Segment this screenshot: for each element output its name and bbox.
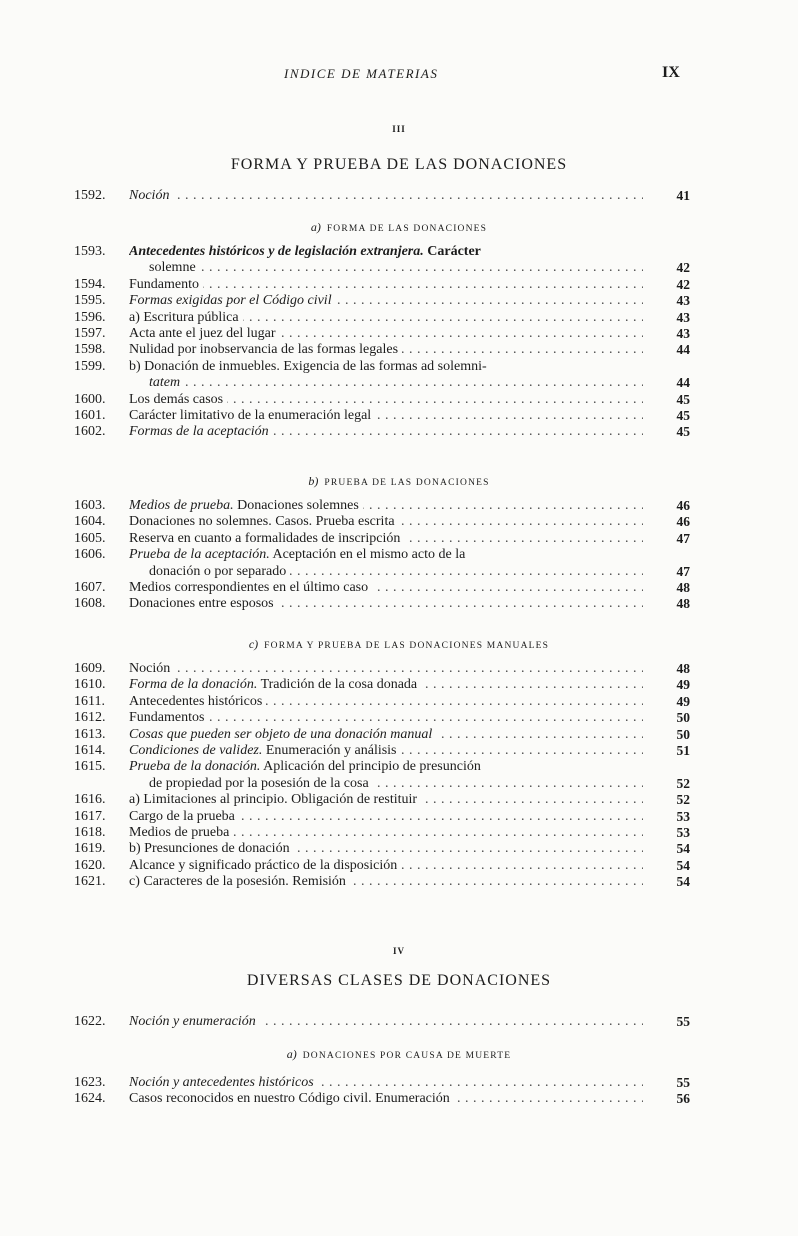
toc-entry bbox=[0, 531, 798, 547]
entry-text: b) Donación de inmuebles. Exigencia de las formas ad solemni- bbox=[129, 359, 491, 374]
toc-entry bbox=[0, 1075, 798, 1091]
toc-entry bbox=[0, 564, 798, 580]
entry-page: 53 bbox=[676, 808, 690, 824]
entry-number: 1602. bbox=[74, 424, 106, 440]
entry-number: 1592. bbox=[74, 188, 106, 203]
entry-text-wrap bbox=[129, 359, 643, 375]
entry-text: Nulidad por inobservancia de las formas legales bbox=[129, 342, 402, 357]
toc-entry bbox=[0, 547, 798, 563]
entry-page: 55 bbox=[676, 1075, 690, 1090]
entry-page: 50 bbox=[676, 710, 690, 726]
entry-text-cont: Carácter bbox=[423, 244, 481, 259]
entry-text-wrap bbox=[129, 841, 643, 857]
section-iv-heading bbox=[0, 946, 798, 956]
entry-number: 1619. bbox=[74, 841, 106, 857]
subsection-letter: b) bbox=[308, 474, 319, 488]
entry-text-line bbox=[129, 547, 469, 562]
entry-text: Medios correspondientes en el último caso bbox=[129, 580, 372, 595]
entry-text: de propiedad por la posesión de la cosa bbox=[129, 776, 373, 791]
entry-text: Forma de la donación. bbox=[129, 677, 258, 693]
entry-number: 1599. bbox=[74, 358, 106, 374]
entry-text: a) Escritura pública bbox=[129, 310, 243, 325]
section-title: FORMA Y PRUEBA DE LAS DONACIONES bbox=[230, 156, 568, 173]
entry-text-wrap bbox=[129, 188, 643, 204]
entry-text: Donaciones entre esposos bbox=[129, 596, 278, 611]
entry-text: Casos reconocidos en nuestro Código civil. Enumeración bbox=[129, 1091, 454, 1106]
entry-text: Acta ante el juez del lugar bbox=[129, 326, 280, 341]
subsection-title-line bbox=[0, 220, 798, 235]
entry-text-wrap bbox=[129, 792, 643, 808]
entry-page: 49 bbox=[676, 693, 690, 709]
section-iii-intro bbox=[0, 188, 798, 204]
entry-page: 43 bbox=[676, 325, 690, 341]
entry-number: 1624. bbox=[74, 1091, 106, 1107]
toc-entry bbox=[0, 424, 798, 440]
toc-entry bbox=[0, 375, 798, 391]
entry-page: 43 bbox=[676, 309, 690, 325]
toc-entry bbox=[0, 260, 798, 276]
entry-text-cont: Enumeración y análisis bbox=[262, 742, 397, 758]
subsection-letter: a) bbox=[286, 1047, 297, 1061]
entry-text: Cargo de la prueba bbox=[129, 809, 239, 824]
toc-entry bbox=[0, 342, 798, 358]
entry-text: Prueba de la donación. bbox=[129, 759, 261, 775]
entry-text-wrap bbox=[129, 326, 643, 342]
entry-text: Fundamento bbox=[129, 277, 203, 292]
entry-text-cont: Aceptación en el mismo acto de la bbox=[269, 547, 466, 563]
subsection-heading bbox=[0, 637, 798, 652]
entry-number: 1618. bbox=[74, 824, 106, 840]
entry-number: 1608. bbox=[74, 596, 106, 612]
entry-number: 1600. bbox=[74, 391, 106, 407]
running-head bbox=[0, 66, 798, 86]
toc-entry bbox=[0, 759, 798, 775]
entry-page: 48 bbox=[676, 661, 690, 676]
entry-text-wrap bbox=[129, 759, 643, 775]
toc-entry bbox=[0, 1014, 798, 1030]
entry-text-wrap bbox=[129, 661, 643, 677]
entry-page: 46 bbox=[676, 514, 690, 530]
entry-page: 42 bbox=[676, 276, 690, 292]
toc-entry bbox=[0, 841, 798, 857]
entry-text-wrap bbox=[129, 580, 643, 596]
entry-number: 1604. bbox=[74, 514, 106, 530]
entry-number: 1614. bbox=[74, 742, 106, 758]
toc-entry bbox=[0, 858, 798, 874]
entry-text: donación o por separado bbox=[129, 564, 290, 579]
entry-text: Reserva en cuanto a formalidades de inscripción bbox=[129, 531, 404, 546]
entry-text-wrap bbox=[129, 743, 643, 759]
section-numeral: IV bbox=[392, 946, 405, 956]
toc-entry bbox=[0, 1091, 798, 1107]
entry-number: 1612. bbox=[74, 710, 106, 726]
subsection-a-entries bbox=[0, 244, 798, 441]
entry-number: 1621. bbox=[74, 874, 106, 890]
entry-page: 45 bbox=[676, 424, 690, 440]
entry-text: Alcance y significado práctico de la disposición bbox=[129, 858, 401, 873]
toc-entry bbox=[0, 359, 798, 375]
toc-entry bbox=[0, 326, 798, 342]
toc-entry bbox=[0, 677, 798, 693]
entry-page: 45 bbox=[676, 391, 690, 407]
toc-entry bbox=[0, 514, 798, 530]
entry-text-wrap bbox=[129, 564, 643, 580]
entry-number: 1623. bbox=[74, 1075, 106, 1090]
entry-text: c) Caracteres de la posesión. Remisión bbox=[129, 874, 350, 889]
subsection-b-entries bbox=[0, 498, 798, 613]
subsection-c-entries bbox=[0, 661, 798, 890]
entry-text-line bbox=[129, 759, 485, 774]
entry-page: 52 bbox=[676, 792, 690, 808]
entry-page: 50 bbox=[676, 726, 690, 742]
entry-number: 1617. bbox=[74, 808, 106, 824]
entry-text-wrap bbox=[129, 244, 643, 260]
entry-text: Los demás casos bbox=[129, 392, 227, 407]
entry-page: 48 bbox=[676, 596, 690, 612]
entry-text: Prueba de la aceptación. bbox=[129, 547, 270, 563]
entry-number: 1597. bbox=[74, 325, 106, 341]
toc-entry bbox=[0, 498, 798, 514]
entry-text-wrap bbox=[129, 392, 643, 408]
subsection-title: FORMA Y PRUEBA DE LAS DONACIONES MANUALES bbox=[264, 641, 550, 651]
entry-number: 1598. bbox=[74, 342, 106, 358]
entry-text: Noción y enumeración bbox=[129, 1014, 260, 1029]
toc-entry bbox=[0, 661, 798, 677]
subsection-heading bbox=[0, 220, 798, 235]
toc-entry bbox=[0, 776, 798, 792]
entry-number: 1601. bbox=[74, 407, 106, 423]
entry-page: 44 bbox=[676, 375, 690, 391]
entry-number: 1613. bbox=[74, 726, 106, 742]
entry-page: 55 bbox=[676, 1014, 690, 1029]
toc-entry bbox=[0, 874, 798, 890]
subsection-title: PRUEBA DE LAS DONACIONES bbox=[324, 478, 490, 488]
toc-entry bbox=[0, 392, 798, 408]
entry-page: 47 bbox=[676, 563, 690, 579]
subsection-title: DONACIONES POR CAUSA DE MUERTE bbox=[302, 1051, 512, 1061]
entry-page: 54 bbox=[676, 841, 690, 857]
entry-text-line bbox=[129, 498, 363, 513]
entry-text: Antecedentes históricos y de legislación extranjera. bbox=[129, 244, 424, 259]
entry-number: 1615. bbox=[74, 759, 106, 775]
toc-entry bbox=[0, 408, 798, 424]
section-iii-heading bbox=[0, 124, 798, 134]
entry-text-wrap bbox=[129, 776, 643, 792]
entry-text-wrap bbox=[129, 694, 643, 710]
running-title: INDICE DE MATERIAS bbox=[284, 66, 439, 81]
entry-number: 1616. bbox=[74, 792, 106, 808]
entry-text-wrap bbox=[129, 498, 643, 514]
entry-page: 43 bbox=[676, 293, 690, 309]
entry-page: 48 bbox=[676, 579, 690, 595]
entry-page: 46 bbox=[676, 498, 690, 513]
entry-text-wrap bbox=[129, 1091, 643, 1107]
entry-number: 1609. bbox=[74, 661, 106, 676]
entry-text-wrap bbox=[129, 424, 643, 440]
entry-text-wrap bbox=[129, 677, 643, 693]
entry-page: 49 bbox=[676, 677, 690, 693]
entry-text: Medios de prueba bbox=[129, 825, 233, 840]
toc-entry bbox=[0, 244, 798, 260]
toc-entry bbox=[0, 188, 798, 204]
entry-text: Formas de la aceptación bbox=[129, 424, 273, 439]
toc-entry bbox=[0, 694, 798, 710]
entry-number: 1596. bbox=[74, 309, 106, 325]
subsection-letter: c) bbox=[248, 637, 259, 651]
entry-text-wrap bbox=[129, 375, 643, 391]
entry-text-wrap bbox=[129, 531, 643, 547]
entry-page: 56 bbox=[676, 1091, 690, 1107]
entry-text-wrap bbox=[129, 858, 643, 874]
entry-text-cont: Donaciones solemnes bbox=[233, 498, 359, 513]
entry-number: 1593. bbox=[74, 244, 106, 259]
entry-number: 1611. bbox=[74, 693, 105, 709]
entry-text-wrap bbox=[129, 596, 643, 612]
entry-number: 1605. bbox=[74, 530, 106, 546]
entry-text-line bbox=[129, 743, 401, 758]
entry-text: Donaciones no solemnes. Casos. Prueba escrita bbox=[129, 514, 399, 529]
entry-number: 1606. bbox=[74, 547, 106, 563]
entry-number: 1620. bbox=[74, 857, 106, 873]
entry-text: Formas exigidas por el Código civil bbox=[129, 293, 336, 308]
entry-text-wrap bbox=[129, 710, 643, 726]
toc-entry bbox=[0, 792, 798, 808]
subsection-title-line bbox=[0, 637, 798, 652]
entry-text-wrap bbox=[129, 277, 643, 293]
entry-text: a) Limitaciones al principio. Obligación de restituir bbox=[129, 792, 421, 807]
entry-text-wrap bbox=[129, 514, 643, 530]
entry-text-wrap bbox=[129, 547, 643, 563]
entry-text: solemne bbox=[129, 260, 200, 275]
entry-page: 51 bbox=[676, 742, 690, 758]
section-title: DIVERSAS CLASES DE DONACIONES bbox=[246, 972, 552, 989]
subsection-letter: a) bbox=[310, 220, 321, 234]
entry-text: Noción y antecedentes históricos bbox=[129, 1075, 318, 1090]
entry-text-cont: Aplicación del principio de presunción bbox=[260, 759, 481, 775]
entry-text-wrap bbox=[129, 727, 643, 743]
entry-text-cont: Tradición de la cosa donada bbox=[257, 677, 418, 693]
toc-entry bbox=[0, 727, 798, 743]
page-number: IX bbox=[662, 64, 680, 81]
subsection-heading bbox=[0, 474, 798, 489]
entry-text: tatem bbox=[129, 375, 184, 390]
entry-text-wrap bbox=[129, 1075, 643, 1091]
section-iii-title-wrap bbox=[0, 156, 798, 174]
toc-entry bbox=[0, 825, 798, 841]
section-numeral: III bbox=[392, 124, 406, 134]
entry-text: b) Presunciones de donación bbox=[129, 841, 294, 856]
entry-number: 1610. bbox=[74, 677, 106, 693]
toc-entry bbox=[0, 293, 798, 309]
entry-text: Fundamentos bbox=[129, 710, 208, 725]
entry-text-wrap bbox=[129, 408, 643, 424]
toc-entry bbox=[0, 310, 798, 326]
entry-page: 44 bbox=[676, 342, 690, 358]
entry-page: 41 bbox=[676, 188, 690, 203]
entry-text: Medios de prueba. bbox=[129, 498, 234, 513]
entry-page: 52 bbox=[676, 775, 690, 791]
toc-entry bbox=[0, 743, 798, 759]
toc-entry bbox=[0, 580, 798, 596]
entry-text-wrap bbox=[129, 342, 643, 358]
section-iv-intro bbox=[0, 1014, 798, 1030]
entry-text-wrap bbox=[129, 293, 643, 309]
entry-page: 54 bbox=[676, 857, 690, 873]
entry-number: 1622. bbox=[74, 1014, 106, 1029]
toc-entry bbox=[0, 710, 798, 726]
entry-page: 45 bbox=[676, 407, 690, 423]
entry-text: Noción bbox=[129, 188, 173, 203]
entry-text: Noción bbox=[129, 661, 174, 676]
entry-page: 47 bbox=[676, 530, 690, 546]
subsection-title-line bbox=[0, 1047, 798, 1062]
entry-text-wrap bbox=[129, 809, 643, 825]
entry-number: 1607. bbox=[74, 579, 106, 595]
entry-page: 54 bbox=[676, 874, 690, 890]
entry-text-wrap bbox=[129, 825, 643, 841]
subsection-iv-a-entries bbox=[0, 1075, 798, 1108]
entry-text-wrap bbox=[129, 1014, 643, 1030]
entry-text-wrap bbox=[129, 260, 643, 276]
entry-text-wrap bbox=[129, 874, 643, 890]
entry-number: 1594. bbox=[74, 276, 106, 292]
section-iv-title-wrap bbox=[0, 972, 798, 990]
toc-entry bbox=[0, 809, 798, 825]
entry-page: 53 bbox=[676, 824, 690, 840]
subsection-heading bbox=[0, 1047, 798, 1062]
entry-text-line bbox=[129, 677, 421, 692]
entry-text: Cosas que pueden ser objeto de una donación manual bbox=[129, 727, 436, 742]
entry-text: Condiciones de validez. bbox=[129, 742, 263, 758]
subsection-title: FORMA DE LAS DONACIONES bbox=[326, 224, 488, 234]
toc-entry bbox=[0, 596, 798, 612]
entry-text: Antecedentes históricos bbox=[129, 694, 266, 709]
entry-number: 1603. bbox=[74, 498, 106, 513]
entry-number: 1595. bbox=[74, 293, 106, 309]
entry-text-wrap bbox=[129, 310, 643, 326]
subsection-title-line bbox=[0, 474, 798, 489]
entry-page: 42 bbox=[676, 260, 690, 276]
entry-text: Carácter limitativo de la enumeración legal bbox=[129, 408, 375, 423]
entry-text-line bbox=[129, 244, 485, 259]
toc-entry bbox=[0, 277, 798, 293]
